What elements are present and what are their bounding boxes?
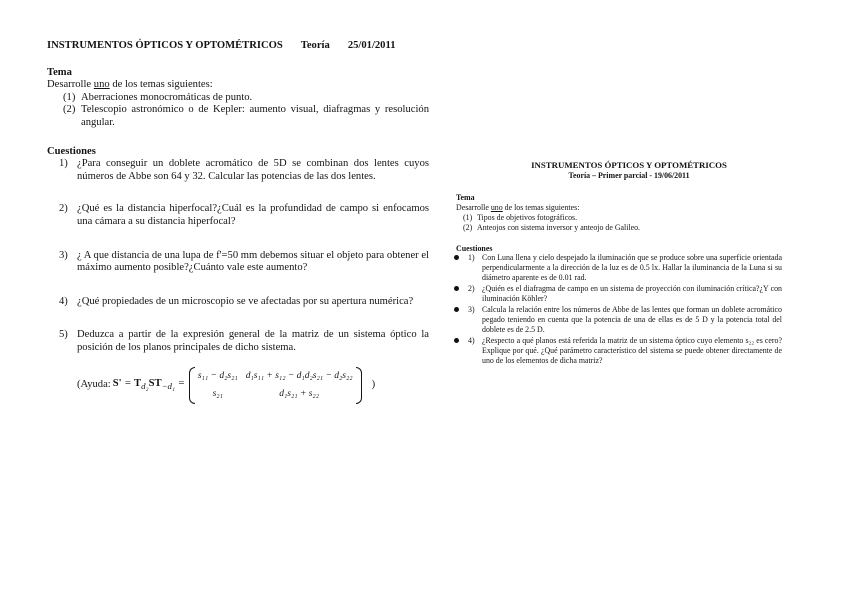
cuestiones-heading: Cuestiones [47,145,96,157]
matrix-cell: s₂₁ [212,389,223,400]
matrix-cell: d₁s₂₁ + s₂₂ [279,389,320,400]
question-item: 5) Deduzca a partir de la expresión general de la matriz de un sistema óptico la posición de los planos principales de dicho sistema. [59,329,429,353]
tema-intro: Desarrolle uno de los temas siguientes: [456,202,580,212]
topic-item: (1) Aberraciones monocromáticas de punto. [63,91,253,103]
hint-label: (Ayuda: [77,378,111,390]
tema-heading: Tema [47,66,72,78]
question-item: 2) ¿Qué es la distancia hiperfocal?¿Cuál es la profundidad de campo si enfocamos una cámara a su distancia hiperfocal? [59,203,429,227]
topic-item: (1) Tipos de objetivos fotográficos. [463,212,578,222]
hint-close: ) [371,378,376,390]
question-item: 1) Con Luna llena y cielo despejado la iluminación que se produce sobre una superficie orientada perpendicularmente a la dirección de la luz es de 0.5 lx. Hallar la iluminancia de la Luna si su diámetro aparente es de 0.01 rad. [456,253,782,283]
topic-item: (2) Telescopio astronómico o de Kepler: aumento visual, diafragmas y resolución angular. [63,104,429,128]
exam-right-title: INSTRUMENTOS ÓPTICOS Y OPTOMÉTRICOS [531,160,727,170]
matrix-cell: s₁₁ − d₂s₂₁ [197,370,238,381]
bullet-icon [454,307,459,312]
bullet-icon [454,286,459,291]
hint-lhs: $S' = T_{d_2}ST_{-d_1}$ = [112,377,185,391]
exam-right [456,160,782,366]
bullet-icon [454,338,459,343]
exam-left-header [47,40,429,53]
tema-heading: Tema [456,192,475,202]
tema-intro: Desarrolle uno de los temas siguientes: [47,79,213,91]
hint-matrix [189,367,362,404]
question-item: 3) Calcula la relación entre los números de Abbe de las lentes que forman un doblete acromático pegado teniendo en cuenta que la potencia de una de ellas es de 5 D y la potencia total del doblete es de 2.5 D. [456,305,782,335]
bullet-icon [454,255,459,260]
exam-left [47,40,429,404]
question-item: 1) ¿Para conseguir un doblete acromático de 5D se combinan dos lentes cuyos números de Abbe son 64 y 32. Calcular las potencias de las dos lentes. [59,158,429,182]
question-item: 4) ¿Respecto a qué planos está referida la matriz de un sistema óptico cuyo elemento s₂₂ es cero? Explique por qué. ¿Qué parámetro característico del sistema se puede obtener directamente de uno de los elementos de dicha matriz? [456,336,782,366]
exam-left-title: INSTRUMENTOS ÓPTICOS Y OPTOMÉTRICOS [47,40,283,51]
exam-right-subtitle: Teoría – Primer parcial - 19/06/2011 [568,171,690,180]
topic-item: (2) Anteojos con sistema inversor y anteojo de Galileo. [463,222,641,232]
question-item: 4) ¿Qué propiedades de un microscopio se ve afectadas por su apertura numérica? [59,295,414,307]
question-item: 3) ¿ A que distancia de una lupa de f'=50 mm debemos situar el objeto para obtener el máximo aumento posible?¿Cuánto vale este aumento? [59,249,429,274]
exam-left-date: 25/01/2011 [347,40,396,51]
matrix-cell: d₁s₁₁ + s₁₂ − d₁d₂s₂₁ − d₂s₂₂ [245,370,353,381]
hint-equation [77,367,429,404]
cuestiones-heading: Cuestiones [456,243,493,253]
exam-left-subject: Teoría [300,40,330,51]
question-item: 2) ¿Quién es el diafragma de campo en un sistema de proyección con iluminación crítica?¿Y con iluminación Köhler? [456,284,782,304]
